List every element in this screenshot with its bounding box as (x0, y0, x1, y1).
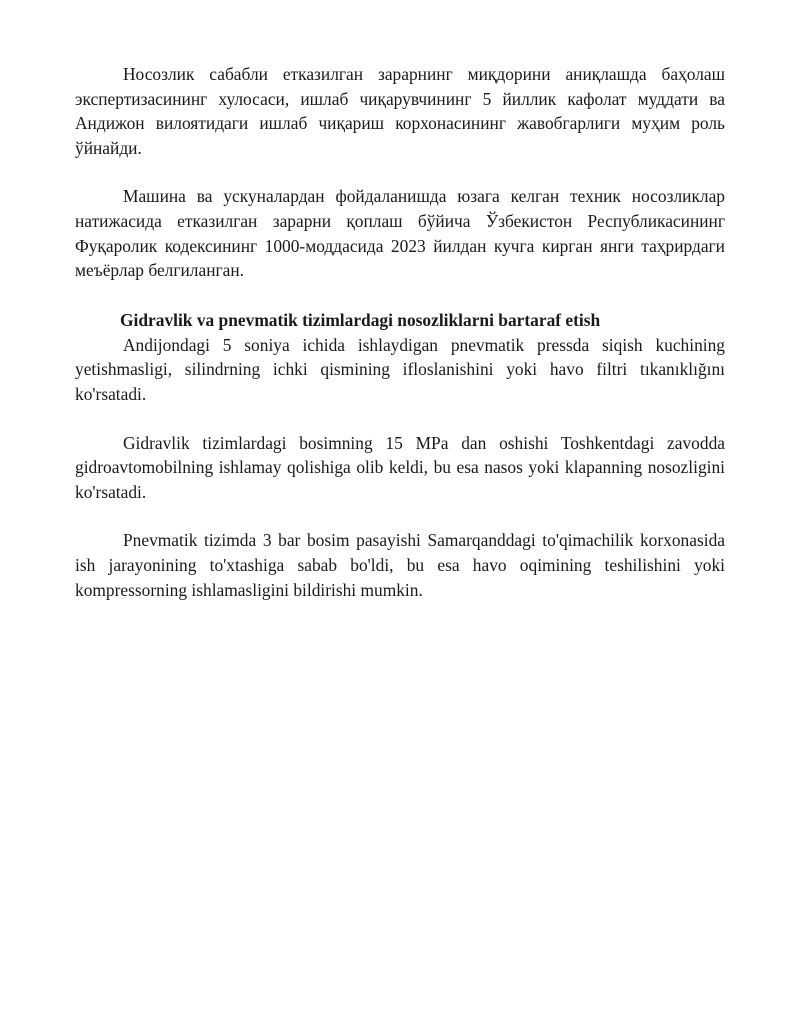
paragraph-spacer (75, 160, 725, 184)
paragraph-spacer (75, 283, 725, 307)
paragraph-pneumatic-drop: Pnevmatik tizimda 3 bar bosim pasayishi Samarqanddagi to'qimachilik korxonasida ish jarayonining to'xtashiga sabab bo'ldi, bu esa havo oqimining teshilishini yoki kompressorning ishlamasligini bildirishi mumkin. (75, 530, 725, 600)
paragraph-spacer (75, 504, 725, 528)
document-body (75, 62, 725, 602)
paragraph-hydraulic-pressure: Gidravlik tizimlardagi bosimning 15 MPa dan oshishi Toshkentdagi zavodda gidroavtomobilning ishlamay qolishiga olib keldi, bu esa nasos yoki klapanning nosozligini ko'rsatadi. (75, 432, 725, 502)
paragraph-pneumatic-press: Andijondagi 5 soniya ichida ishlaydigan pnevmatik pressda siqish kuchining yetishmasligi, silindrning ichki qismining ifloslanishini yoki havo filtri tıkanıklığını ko'rsatadi. (75, 334, 725, 404)
paragraph-spacer (75, 407, 725, 431)
paragraph-damage-assessment: Носозлик сабабли етказилган зарарнинг миқдорини аниқлашда баҳолаш экспертизасининг хулосаси, ишлаб чиқарувчининг 5 йиллик кафолат муддати ва Андижон вилоятидаги ишлаб чиқариш корхонасининг жавобгарлиги муҳим роль ўйнайди. (75, 64, 725, 158)
section-heading: Gidravlik va pnevmatik tizimlardagi nosozliklarni bartaraf etish (120, 309, 601, 330)
paragraph-civil-code: Машина ва ускуналардан фойдаланишда юзага келган техник носозликлар натижасида етказилган зарарни қоплаш бўйича Ўзбекистон Республикасининг Фуқаролик кодексининг 1000-моддасида 2023 йилдан кучга кирган янги таҳрирдаги меъёрлар белгиланган. (75, 186, 725, 281)
